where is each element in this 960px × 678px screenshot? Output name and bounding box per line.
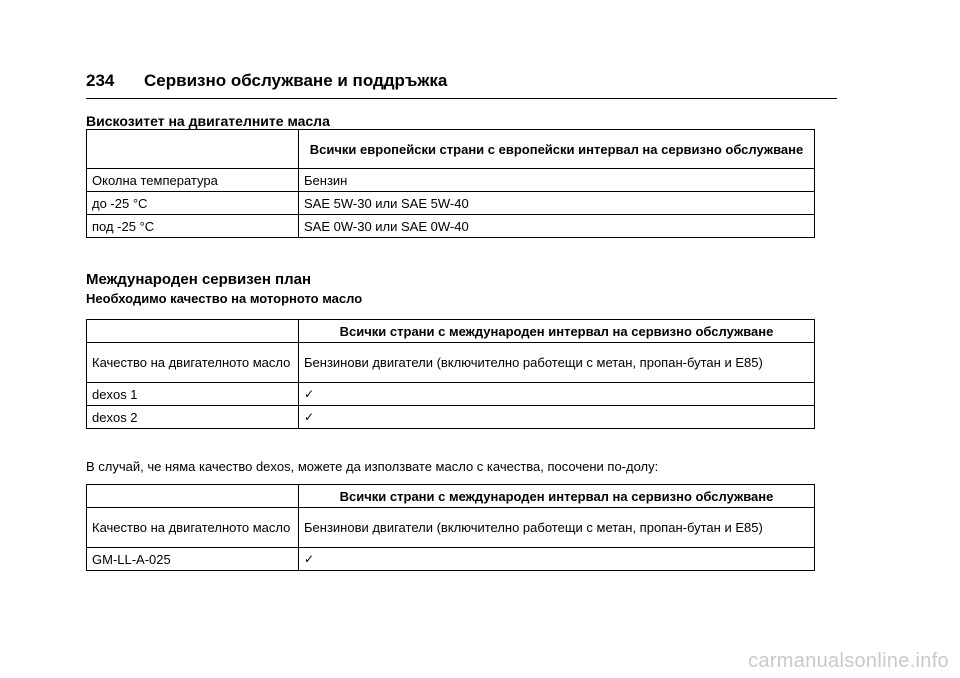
international-table (86, 319, 815, 429)
table-row (87, 383, 815, 406)
oil-quality-subheading: Необходимо качество на моторното масло (86, 291, 363, 306)
table-cell: SAE 5W-30 или SAE 5W-40 (299, 192, 815, 215)
viscosity-heading: Вискозитет на двигателните масла (86, 113, 330, 129)
empty-header-cell (87, 485, 299, 508)
page-number: 234 (86, 71, 115, 90)
column-header: Всички страни с международен интервал на сервизно обслужване (299, 485, 815, 508)
page-title: Сервизно обслужване и поддръжка (144, 71, 448, 90)
table-header-row (87, 130, 815, 169)
fallback-table (86, 484, 815, 571)
check-mark: ✓ (299, 383, 815, 406)
table-cell: Бензинови двигатели (включително работещи с метан, пропан-бутан и E85) (299, 508, 815, 548)
page-header (86, 68, 837, 99)
table-row (87, 548, 815, 571)
table-cell: под -25 °C (87, 215, 299, 238)
table-cell: dexos 2 (87, 406, 299, 429)
table-cell: SAE 0W-30 или SAE 0W-40 (299, 215, 815, 238)
table-cell: dexos 1 (87, 383, 299, 406)
table-cell: GM-LL-A-025 (87, 548, 299, 571)
table-header-row (87, 320, 815, 343)
table-cell: Качество на двигателното масло (87, 343, 299, 383)
table-header-row (87, 485, 815, 508)
check-mark: ✓ (299, 406, 815, 429)
table-row (87, 192, 815, 215)
table-cell: Бензин (299, 169, 815, 192)
table-cell: Бензинови двигатели (включително работещи с метан, пропан-бутан и E85) (299, 343, 815, 383)
international-heading: Международен сервизен план (86, 271, 312, 288)
column-header: Всички европейски страни с европейски интервал на сервизно обслужване (299, 130, 815, 169)
table-row (87, 169, 815, 192)
viscosity-table (86, 129, 815, 238)
table-row (87, 215, 815, 238)
table-cell: Околна температура (87, 169, 299, 192)
table-cell: Качество на двигателното масло (87, 508, 299, 548)
table-row (87, 406, 815, 429)
check-mark: ✓ (299, 548, 815, 571)
table-row (87, 343, 815, 383)
table-cell: до -25 °C (87, 192, 299, 215)
dexos-note: В случай, че няма качество dexos, можете да използвате масло с качества, посочени по-долу: (86, 459, 659, 474)
table-row (87, 508, 815, 548)
empty-header-cell (87, 320, 299, 343)
column-header: Всички страни с международен интервал на сервизно обслужване (299, 320, 815, 343)
watermark: carmanualsonline.info (748, 650, 949, 672)
empty-header-cell (87, 130, 299, 169)
